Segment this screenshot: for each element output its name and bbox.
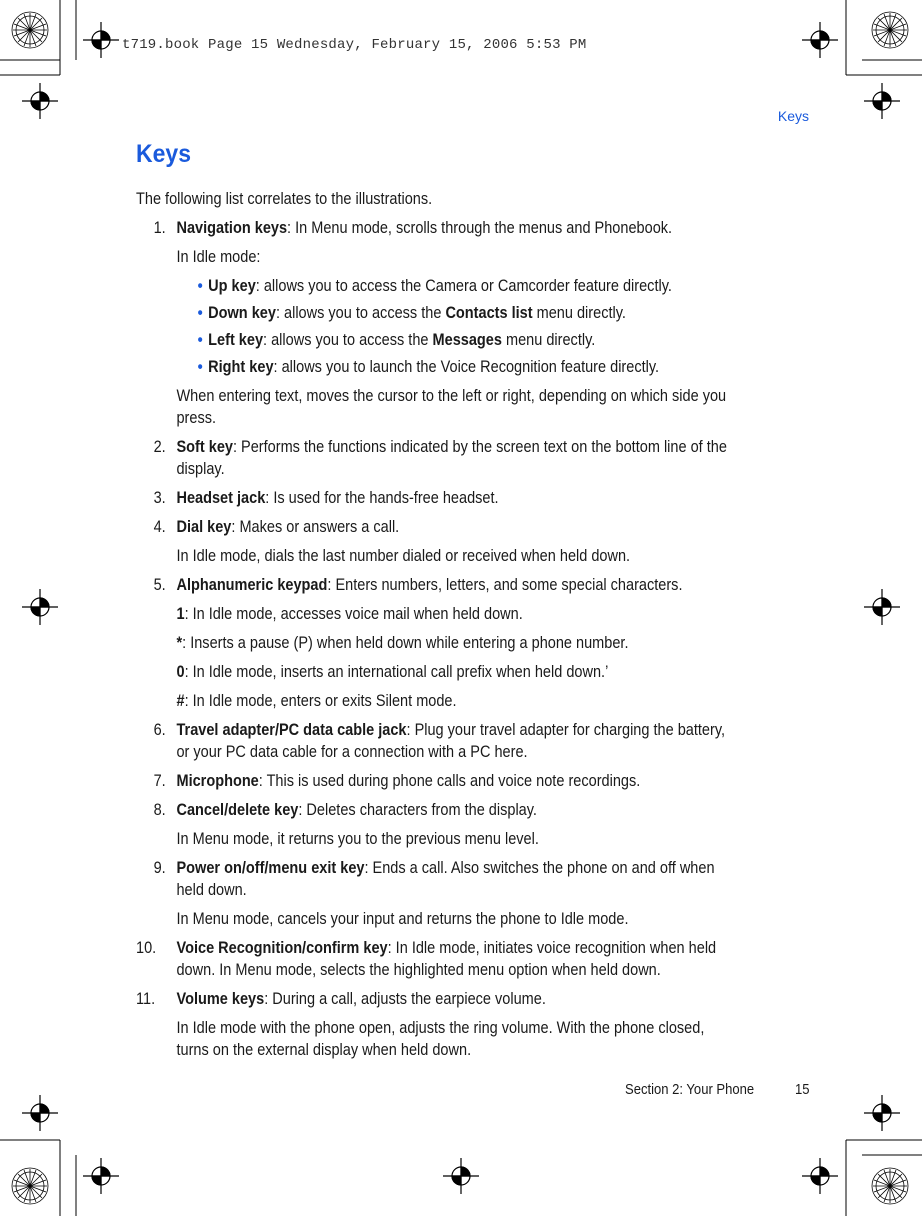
bullet-icon: • bbox=[197, 304, 203, 322]
running-head: Keys bbox=[777, 108, 809, 124]
idle-mode-label: In Idle mode: bbox=[176, 248, 261, 266]
list-item: 2. Soft key: Performs the functions indicated by the screen text on the bottom line of the display. bbox=[153, 438, 727, 478]
list-item: 1. Navigation keys: In Menu mode, scrolls through the menus and Phonebook. bbox=[153, 219, 673, 237]
power-note: In Menu mode, cancels your input and returns the phone to Idle mode. bbox=[176, 910, 629, 928]
list-item: 3. Headset jack: Is used for the hands-free headset. bbox=[153, 489, 499, 507]
keypad-note: 0: In Idle mode, inserts an international call prefix when held down.’ bbox=[176, 663, 609, 681]
list-item: 5. Alphanumeric keypad: Enters numbers, letters, and some special characters. bbox=[153, 576, 683, 594]
bullet-icon: • bbox=[197, 277, 203, 295]
bullet-item: • Up key: allows you to access the Camera or Camcorder feature directly. bbox=[197, 277, 672, 295]
list-item: 10. Voice Recognition/confirm key: In Idle mode, initiates voice recognition when held down. In Menu mode, selects the highlighted menu option when held down. bbox=[136, 939, 717, 979]
bullet-item: • Left key: allows you to access the Messages menu directly. bbox=[197, 331, 596, 349]
bullet-icon: • bbox=[197, 358, 203, 376]
volume-note: In Idle mode with the phone open, adjusts the ring volume. With the phone closed, turns on the external display when held down. bbox=[176, 1019, 705, 1059]
keypad-note: *: Inserts a pause (P) when held down while entering a phone number. bbox=[176, 634, 629, 652]
keypad-note: 1: In Idle mode, accesses voice mail when held down. bbox=[176, 605, 523, 623]
footer-section: Section 2: Your Phone bbox=[625, 1082, 755, 1098]
page-number: 15 bbox=[795, 1082, 810, 1098]
bullet-item: • Down key: allows you to access the Contacts list menu directly. bbox=[197, 304, 626, 322]
page-title: Keys bbox=[136, 140, 191, 168]
intro-text: The following list correlates to the illustrations. bbox=[136, 190, 433, 208]
print-slug: t719.book Page 15 Wednesday, February 15, 2006 5:53 PM bbox=[122, 37, 587, 53]
list-item: 6. Travel adapter/PC data cable jack: Plug your travel adapter for charging the battery, or your PC data cable for a connection with a PC here. bbox=[153, 721, 726, 761]
nav-note: When entering text, moves the cursor to the left or right, depending on which side you press. bbox=[176, 387, 727, 427]
cancel-note: In Menu mode, it returns you to the previous menu level. bbox=[176, 830, 539, 848]
key-list bbox=[136, 188, 734, 1068]
list-item: 11. Volume keys: During a call, adjusts the earpiece volume. bbox=[136, 990, 546, 1008]
list-item: 7. Microphone: This is used during phone calls and voice note recordings. bbox=[153, 772, 641, 790]
bullet-icon: • bbox=[197, 331, 203, 349]
bullet-item: • Right key: allows you to launch the Voice Recognition feature directly. bbox=[197, 358, 660, 376]
dial-note: In Idle mode, dials the last number dialed or received when held down. bbox=[176, 547, 631, 565]
list-item: 8. Cancel/delete key: Deletes characters from the display. bbox=[153, 801, 537, 819]
list-item: 9. Power on/off/menu exit key: Ends a call. Also switches the phone on and off when held down. bbox=[153, 859, 715, 899]
list-item: 4. Dial key: Makes or answers a call. bbox=[153, 518, 400, 536]
keypad-note: #: In Idle mode, enters or exits Silent mode. bbox=[176, 692, 457, 710]
